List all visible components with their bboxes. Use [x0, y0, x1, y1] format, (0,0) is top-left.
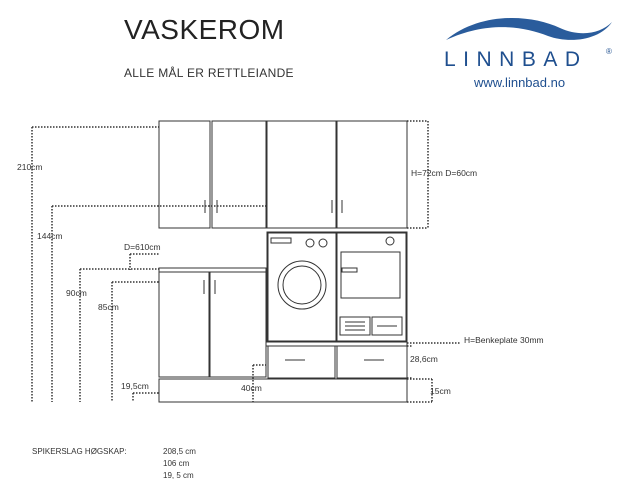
footer-label: SPIKERSLAG HØGSKAP: [32, 447, 127, 456]
logo-url: www.linnbad.no [474, 75, 566, 90]
dim-144: 144cm [37, 231, 63, 241]
drawer-right [337, 346, 407, 378]
footer-value-3: 19, 5 cm [163, 471, 194, 480]
dim-depth-610: D=610cm [124, 242, 161, 252]
dim-85: 85cm [98, 302, 119, 312]
washer-knob [306, 239, 314, 247]
dryer-door [341, 252, 400, 298]
dryer-knob [386, 237, 394, 245]
dim-210: 210cm [17, 162, 43, 172]
washer-door-inner [283, 266, 321, 304]
dryer-handle [342, 268, 357, 272]
dim-40: 40cm [241, 383, 262, 393]
wall-cabinet-4 [337, 121, 407, 228]
dim-15: 15cm [430, 386, 451, 396]
footer-value-2: 106 cm [163, 459, 190, 468]
drawer-left [268, 346, 335, 378]
tower-worktop [266, 342, 407, 346]
worktop [159, 268, 266, 272]
wall-cabinet-3 [267, 121, 336, 228]
page-title: VASKEROM [124, 14, 285, 45]
base-cabinet-2 [210, 272, 266, 377]
wall-cabinet-1 [159, 121, 210, 228]
washer-knob [319, 239, 327, 247]
dim-19-5: 19,5cm [121, 381, 149, 391]
washer-door [278, 261, 326, 309]
dim-28-6: 28,6cm [410, 354, 438, 364]
washer-panel [271, 238, 291, 243]
plinth [159, 379, 407, 402]
footer-value-1: 208,5 cm [163, 447, 196, 456]
dim-worktop: H=Benkeplate 30mm [464, 335, 544, 345]
dim-90: 90cm [66, 288, 87, 298]
dim-wall-cabinet: H=72cm D=60cm [411, 168, 478, 178]
page-subtitle: ALLE MÅL ER RETTLEIANDE [124, 66, 294, 80]
logo-brand-text: LINNBAD [444, 48, 588, 71]
logo-registered-mark: ® [606, 47, 612, 56]
base-cabinet-1 [159, 272, 209, 377]
wall-cabinet-2 [212, 121, 266, 228]
